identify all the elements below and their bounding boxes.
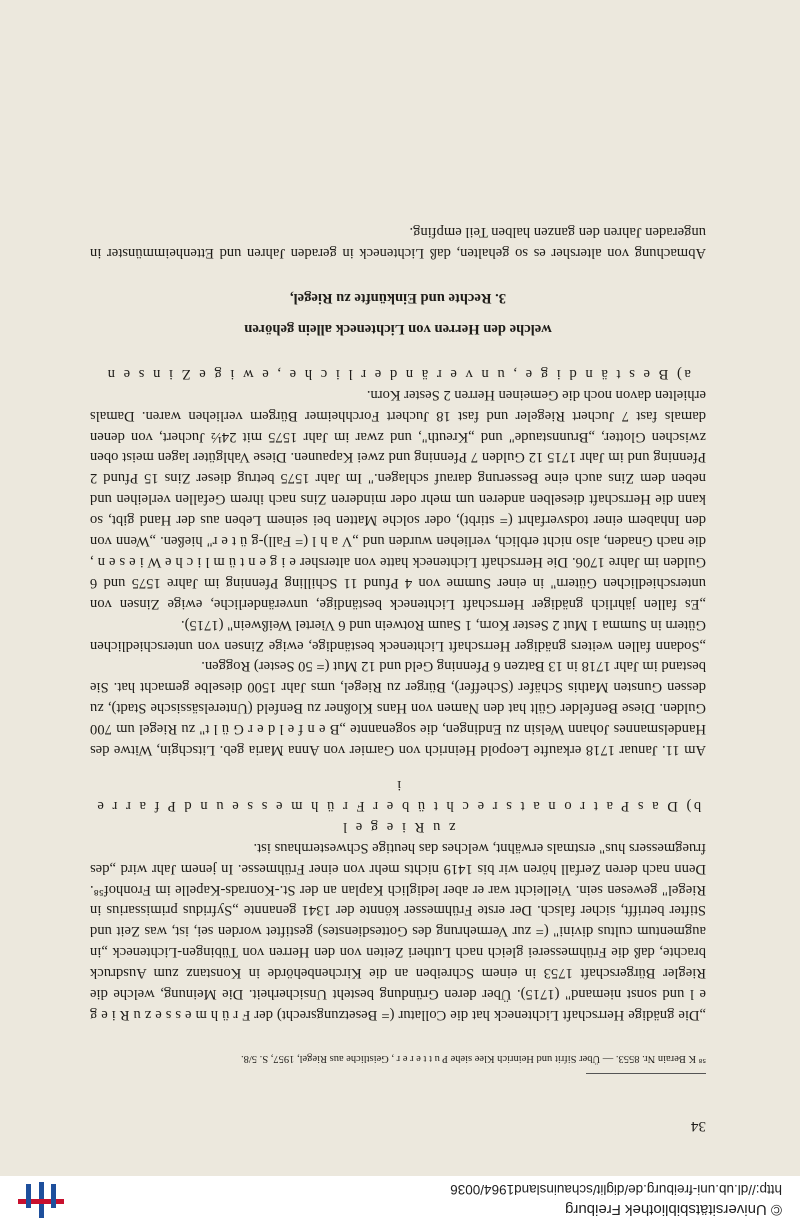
source-url-link[interactable]: http://dl.ub.uni-freiburg.de/diglit/schauinsland1964/0036 bbox=[450, 1182, 782, 1197]
library-logo-icon bbox=[18, 1182, 64, 1218]
page-number: 34 bbox=[691, 1118, 706, 1134]
top-bar bbox=[0, 1175, 800, 1224]
footnote-rule bbox=[586, 1073, 706, 1074]
page-text-block bbox=[90, 221, 706, 1080]
section-3-heading-line-2: welche den Herren von Lichteneck allein gehören bbox=[244, 320, 552, 337]
paragraph: „Sodann fallen weiters gnädiger Herrschaft Lichteneck beständige, ewige Zinsen von unterschiedlichen Gütern in Summa 1 Mut 2 Sester Korn, 1 Saum Rotwein und 6 Viertel Weißwein" (1715). bbox=[90, 616, 706, 654]
section-b-line-2: z u R i e g e l bbox=[340, 818, 456, 835]
copyright-text: © Universitätsbibliothek Freiburg bbox=[565, 1201, 782, 1218]
section-b-heading: b) D a s P a t r o n a t s r e c h t ü b e r F r ü h m e s s e u n d P f a r r e i bbox=[94, 777, 702, 814]
section-a-heading: a) B e s t ä n d i g e , u n v e r ä n d e r l i c h e , e w i g e Z i n s e n bbox=[105, 365, 691, 382]
footnote: ⁵⁸ K Berain Nr. 8553. — Über Sifrit und Heinrich Klee siehe P u t t e r e r , Geistliche aus Riegel, 1957, S. 5/8. bbox=[240, 1053, 706, 1064]
section-3-heading: 3. Rechte und Einkünfte zu Riegel, bbox=[289, 290, 507, 306]
paragraph: Am 11. Januar 1718 erkaufte Leopold Heinrich von Garnier von Anna Maria geb. Litschgin, Witwe des Handelsmannes Johann Welsin zu Endingen, die sogenannte „B e n f e l d e r G ü l t" zu Riegel um 700 Gulden. Diese Benfelder Gült hat den Namen von Hans Kloßner zu Benfeld (Unterelsässische Stadt), zu dessen Gunsten Mathis Schäfer (Scheffer), Bürger zu Riegel, ums Jahr 1500 dieselbe gemacht hat. Sie bestand im Jahr 1718 in 13 Batzen 6 Pfenning Geld und 12 Mut (= 50 Sester) Roggen. bbox=[90, 658, 706, 759]
paragraph: Abmachung von altersher es so gehalten, daß Lichteneck in geraden Jahren und Ettenheimmünster in ungeraden Jahren den ganzen halben Teil empfing. bbox=[90, 224, 706, 262]
paragraph: „Es fallen jährlich gnädiger Herrschaft Lichteneck beständige, unveränderliche, ewige Zinsen von unterschiedlichen Gütern" in einer Summe von 4 Pfund 11 Schilling Pfenning im Jahre 1575 und 6 Gulden im Jahre 1706. Die Herrschaft Lichteneck hatte von altersher e i g e n t ü m l i c h e W i e s e n , die nach Gnaden, also nicht erblich, verliehen wurden und „V a h l (= Fall)-g ü t e r" hießen. „Wenn von den Inhabern einer todsverfahrt (= stirbt), oder solche Matten bei seinem Leben aus der Hand gibt, so kann die Herrschaft dieselben anderen um mehr oder minderen Zins nach ihrem Gefallen verleihen und neben dem Zins auch eine Besserung darauf schlagen." Im Jahr 1575 betrug dieser Zins 15 Pfund 2 Pfenning und im Jahr 1715 12 Gulden 7 Pfenning und zwei Kapaunen. Diese Vahlgüter lagen meist oben zwischen Glotter, „Brunnstaude" und „Kreuth", und zwar im Jahr 1575 mit 24½ Juchert, von denen damals fast 7 Juchert Riegeler und fast 18 Juchert Forchheimer Bürgern verliehen waren. Damals erhielten davon noch die Gemeinen Herren 2 Sester Korn. bbox=[90, 386, 706, 612]
paragraph: „Die gnädige Herrschaft Lichteneck hat die Collatur (= Besetzungsrecht) der F r ü h m e s s e z u R i e g e l und sonst niemand" (1715). Über deren Gründung besteht Unsicherheit. Die Meinung, welche die Riegler Bürgerschaft 1753 in einem Schreiben an die Kirchenbehörde in Konstanz zum Ausdruck brachte, daß die Frühmesserei gleich nach Lutheri Zeiten von den Herren von Tübingen-Lichteneck „in augmentum cultus divini" (= zur Vermehrung des Gottesdienstes) gestiftet worden sei, ist, was Zeit und Stifter betrifft, sicher falsch. Der erste Frühmesser könnte der 1341 genannte „Syfridus primissarius in Riegel" gewesen sein. Vielleicht war er aber lediglich Kaplan an der St.-Konrads-Kapelle im Fronhof⁵⁸. Denn nach deren Zerfall hören wir bis 1419 nichts mehr von einer Frühmesse. In jenem Jahr wird „des fruegmessers hus" erstmals erwähnt, welches das heutige Schwesternhaus ist. bbox=[90, 839, 706, 1023]
